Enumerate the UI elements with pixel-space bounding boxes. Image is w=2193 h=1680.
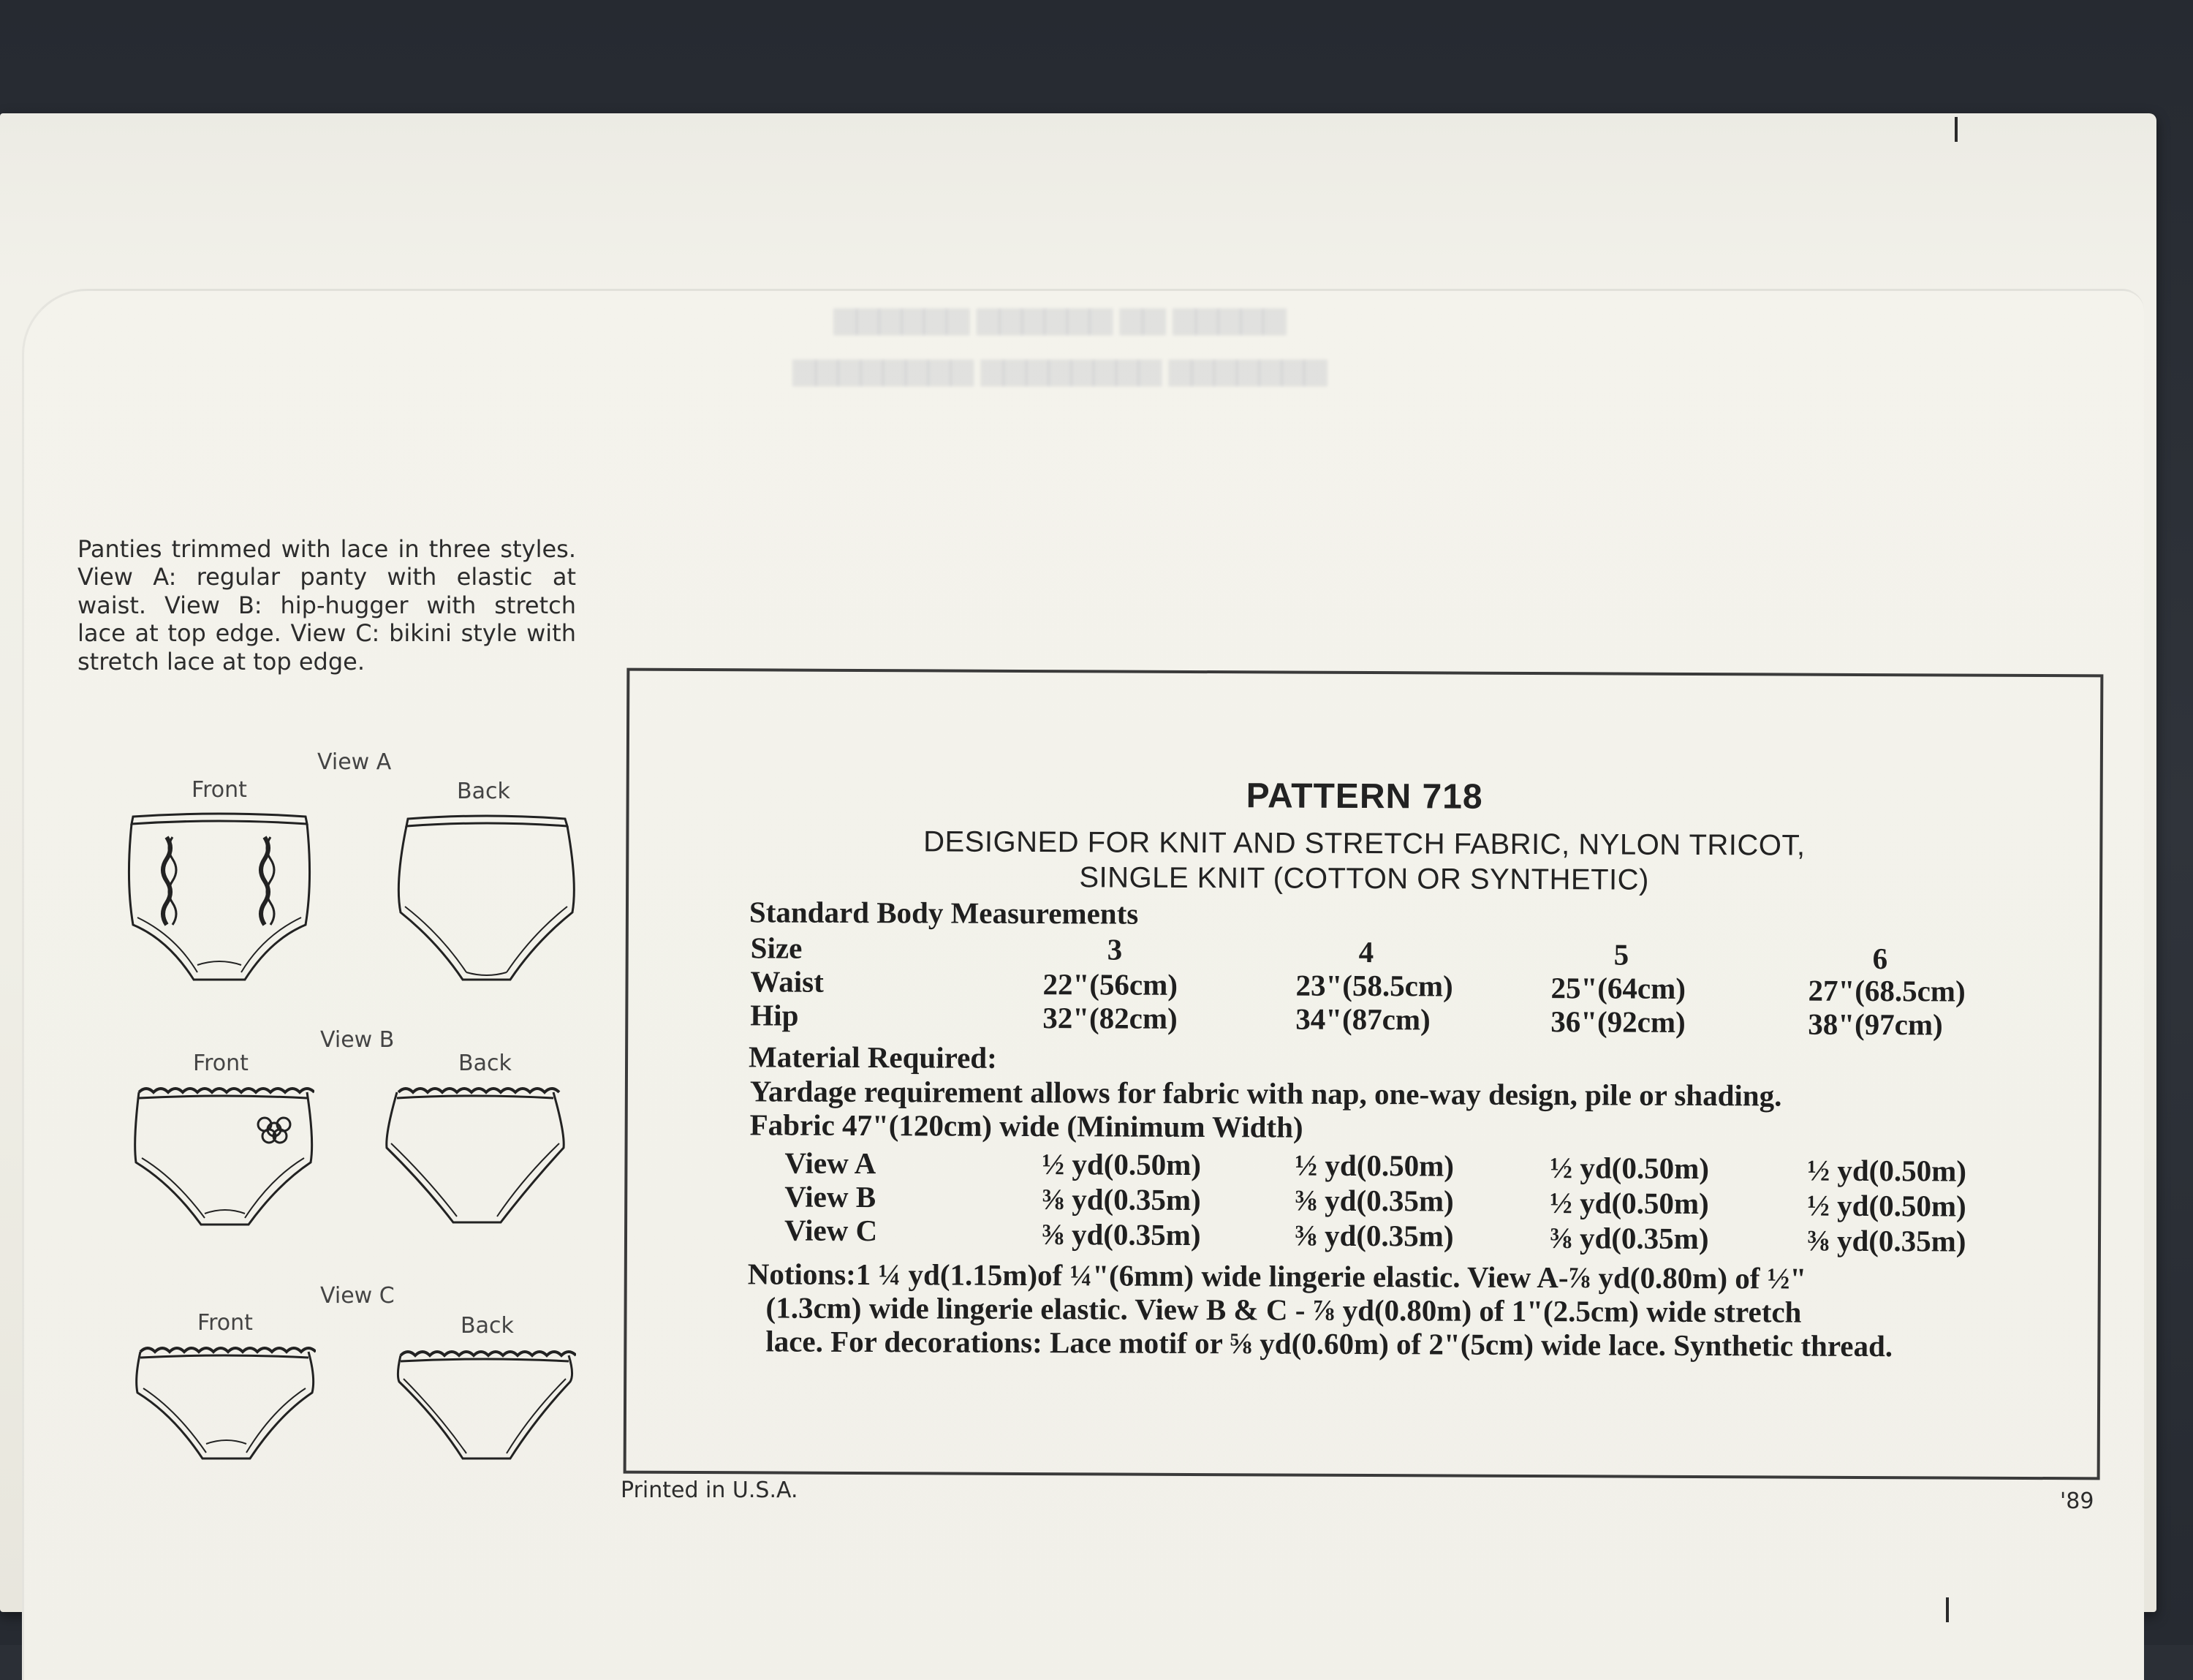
yardage-view-a-label: View A [784,1146,876,1181]
view-c-back-drawing [393,1345,576,1466]
notions-line-2: (1.3cm) wide lingerie elastic. View B & C - ⅞ yd(0.80m) of 1"(2.5cm) wide stretch [765,1290,1802,1329]
size-6: 6 [1872,942,1888,976]
waist-size-4: 23"(58.5cm) [1295,968,1453,1003]
yardage-view-a-size-5: ½ yd(0.50m) [1550,1151,1710,1186]
yardage-view-c-label: View C [784,1213,878,1248]
fold-mark-bottom [1946,1597,1949,1622]
size-4: 4 [1358,934,1374,969]
hip-size-3: 32"(82cm) [1042,1001,1178,1035]
view-a-front-label: Front [192,777,247,803]
hip-size-5: 36"(92cm) [1550,1004,1686,1039]
yardage-view-c-size-5: ⅜ yd(0.35m) [1549,1221,1709,1256]
view-c-back-label: Back [461,1313,514,1339]
hip-label: Hip [750,998,799,1032]
show-through-print: ▆▆▆▆▆▆ ▆▆▆▆▆▆ ▆▆ ▆▆▆▆▆ ▆▆▆▆▆▆▆▆ ▆▆▆▆▆▆▆▆ ▆▆▆▆▆▆▆ [793,302,1327,385]
yardage-view-b-size-5: ½ yd(0.50m) [1550,1186,1709,1221]
view-c-front-drawing [133,1342,316,1466]
size-5: 5 [1613,937,1629,972]
view-b-back-drawing [384,1082,567,1232]
year-mark: '89 [2060,1488,2094,1514]
fold-mark-top [1955,117,1958,142]
view-a-front-drawing [124,808,314,987]
measurements-heading: Standard Body Measurements [749,895,1139,931]
yardage-view-b-size-4: ⅜ yd(0.35m) [1295,1183,1454,1218]
pattern-description: Panties trimmed with lace in three styles. View A: regular panty with elastic at waist. View B: hip-hugger with stretch lace at top edge. View C: bikini style with stretch lace at top edge. [77,535,576,676]
view-b-back-label: Back [458,1051,512,1076]
view-b-front-label: Front [193,1051,249,1076]
pattern-info-box [624,668,2104,1480]
yardage-view-b-label: View B [784,1179,876,1214]
view-b-title: View B [320,1027,395,1053]
notions-line-1: Notions:1 ¼ yd(1.15m)of ¼"(6mm) wide lingerie elastic. View A-⅞ yd(0.80m) of ½" [747,1257,1807,1295]
yardage-view-c-size-6: ⅜ yd(0.35m) [1806,1223,1966,1258]
yardage-view-a-size-3: ½ yd(0.50m) [1042,1147,1202,1182]
hip-size-6: 38"(97cm) [1808,1007,1943,1042]
material-heading: Material Required: [748,1040,997,1075]
yardage-view-b-size-6: ½ yd(0.50m) [1807,1188,1966,1223]
yardage-view-a-size-6: ½ yd(0.50m) [1807,1153,1967,1188]
view-a-back-label: Back [457,779,510,804]
waist-size-6: 27"(68.5cm) [1808,973,1966,1008]
size-label: Size [750,931,803,965]
size-3: 3 [1107,932,1123,966]
pattern-subtitle-line-2: SINGLE KNIT (COTTON OR SYNTHETIC) [1079,861,1650,896]
waist-size-5: 25"(64cm) [1550,971,1686,1005]
view-a-title: View A [317,749,392,775]
yardage-view-a-size-4: ½ yd(0.50m) [1295,1148,1455,1183]
pattern-title: PATTERN 718 [1246,776,1483,817]
material-note: Yardage requirement allows for fabric with nap, one-way design, pile or shading. [749,1074,1782,1113]
printed-in-usa: Printed in U.S.A. [621,1477,798,1503]
waist-size-3: 22"(56cm) [1042,967,1178,1002]
pattern-subtitle-line-1: DESIGNED FOR KNIT AND STRETCH FABRIC, NYLON TRICOT, [923,825,1806,862]
yardage-view-c-size-3: ⅜ yd(0.35m) [1041,1217,1201,1252]
view-c-front-label: Front [197,1310,253,1336]
yardage-view-c-size-4: ⅜ yd(0.35m) [1294,1218,1454,1253]
view-a-back-drawing [393,810,580,989]
hip-size-4: 34"(87cm) [1295,1002,1431,1037]
waist-label: Waist [750,964,824,999]
notions-line-3: lace. For decorations: Lace motif or ⅝ yd(0.60m) of 2"(5cm) wide lace. Synthetic thread. [765,1324,1893,1363]
view-c-title: View C [320,1283,395,1309]
fabric-width: Fabric 47"(120cm) wide (Minimum Width) [749,1108,1303,1144]
pattern-subtitle [629,823,2099,900]
yardage-view-b-size-3: ⅜ yd(0.35m) [1042,1182,1201,1217]
view-b-front-drawing [132,1082,314,1232]
